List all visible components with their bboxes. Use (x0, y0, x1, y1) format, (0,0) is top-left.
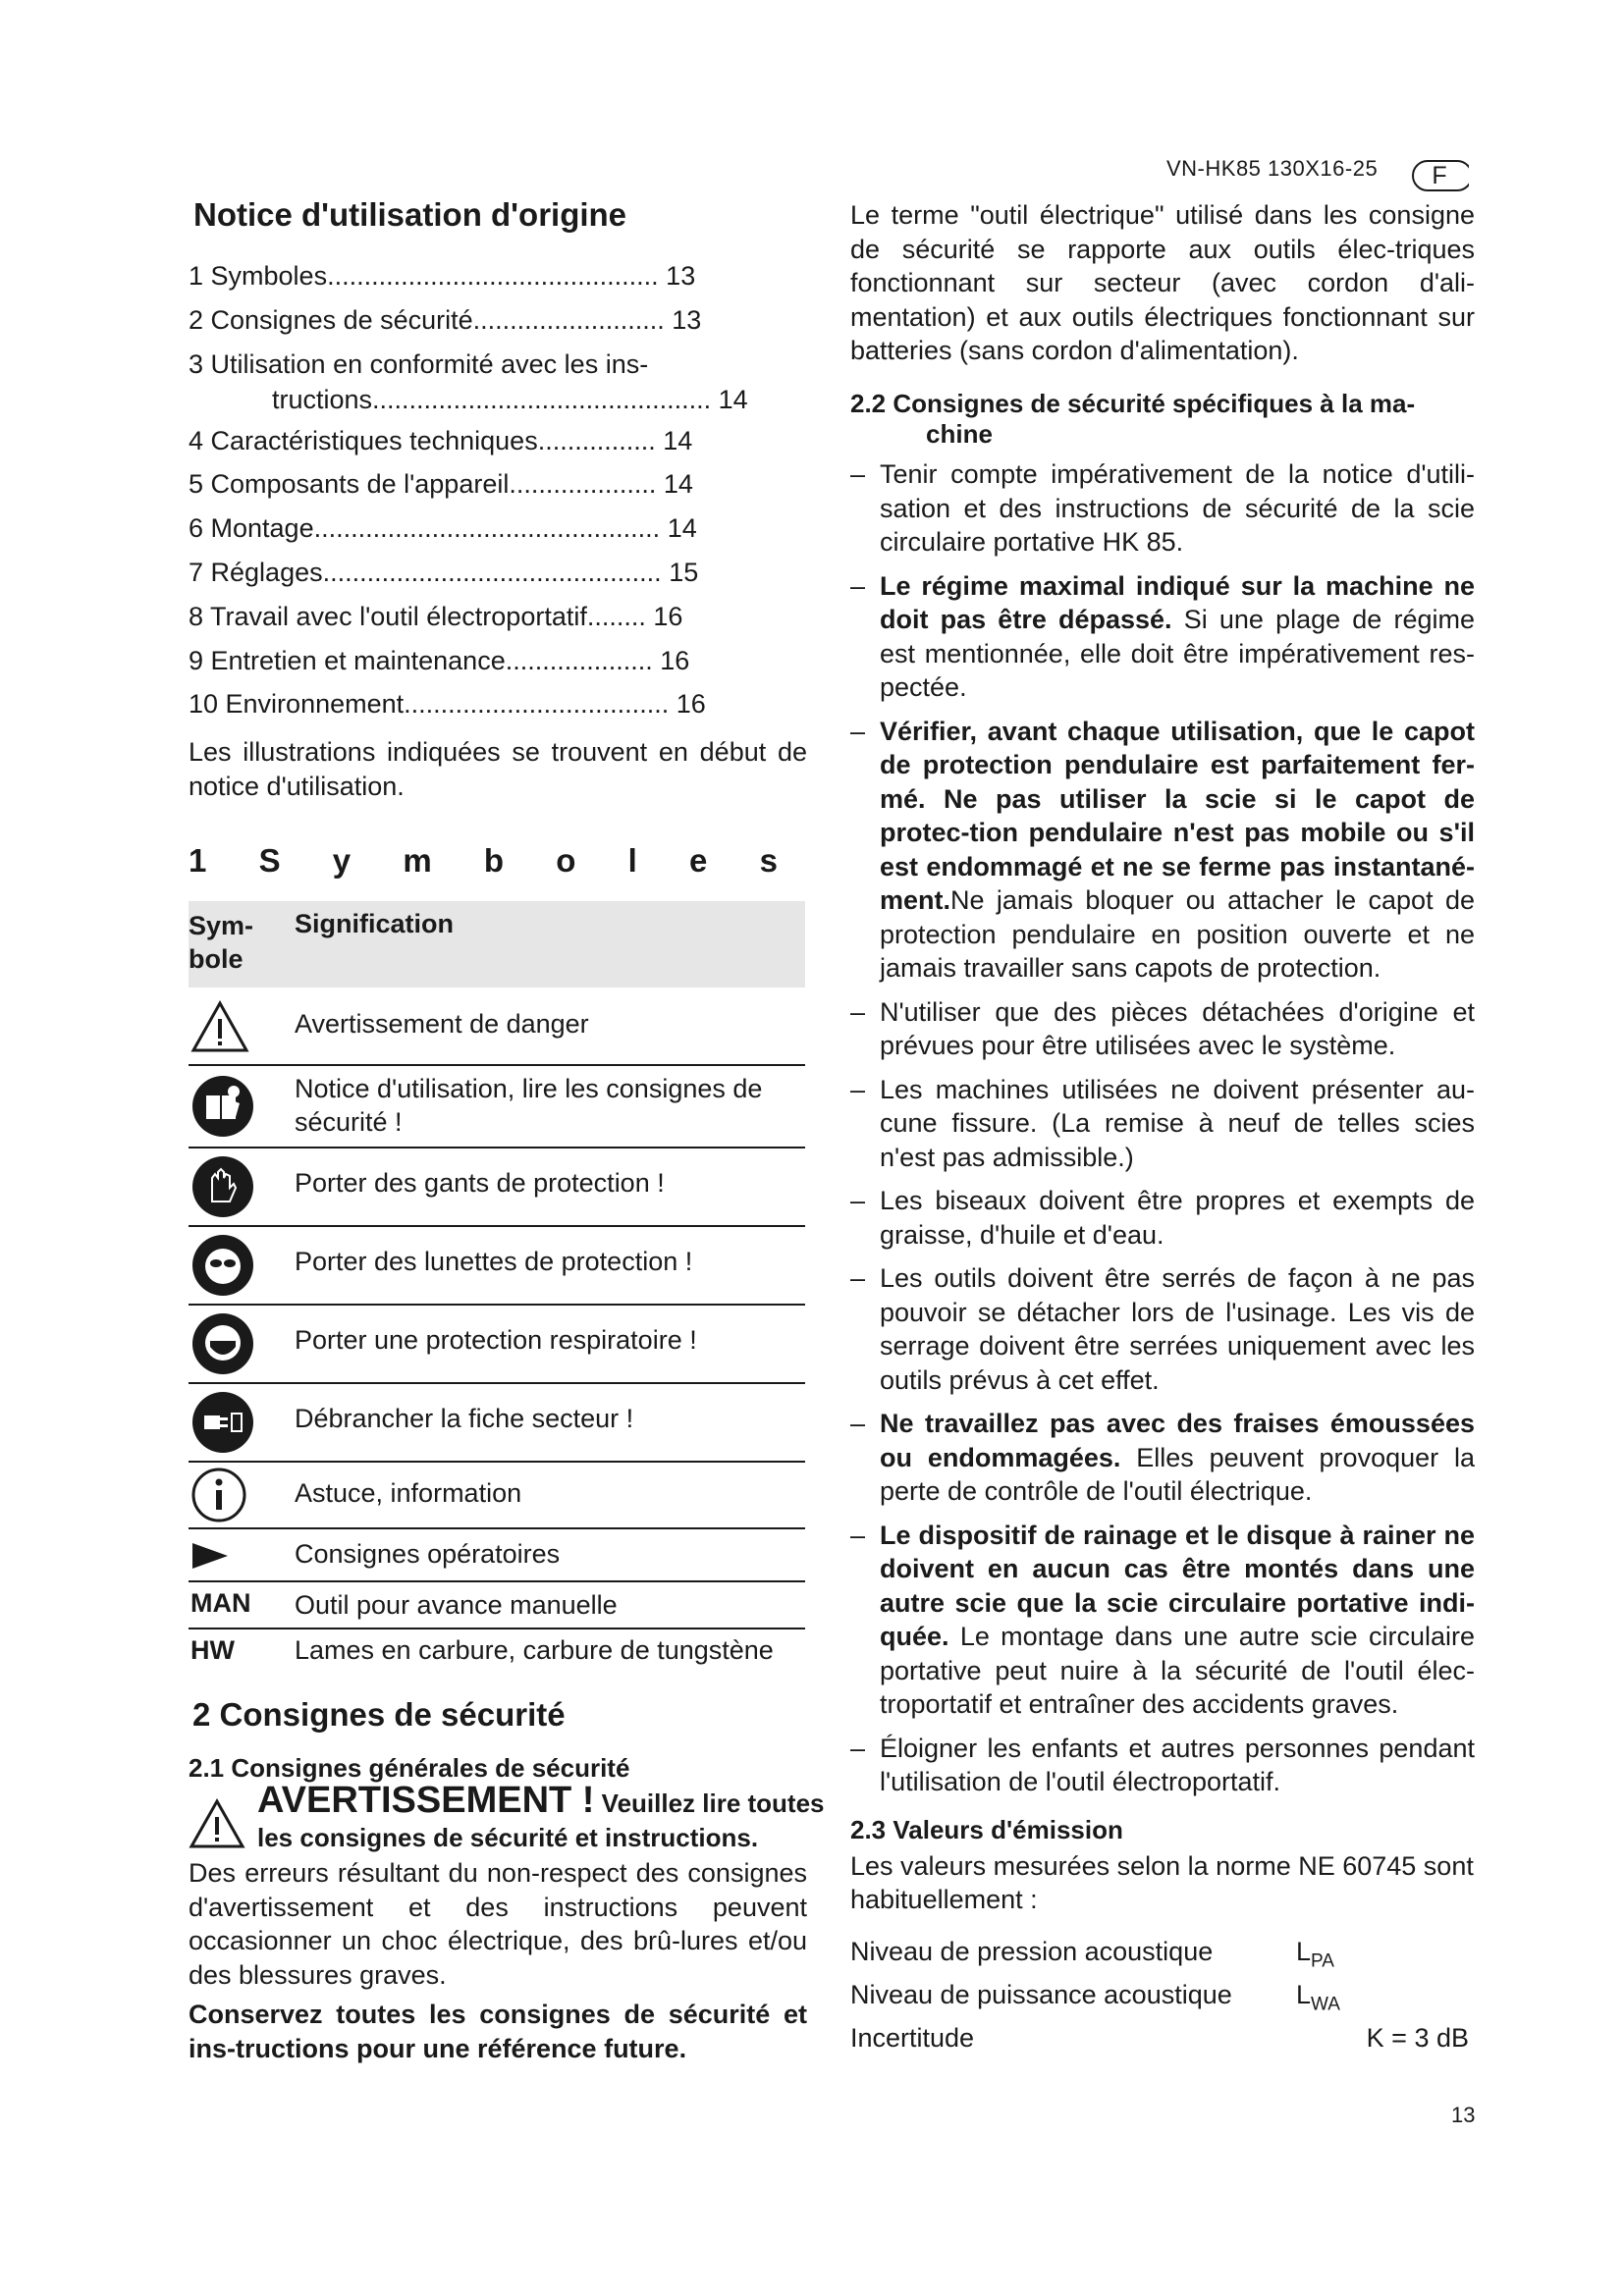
symbols-table-header (189, 901, 805, 988)
table-row: Niveau de pression acoustique $L_{PA}$ (850, 1936, 1334, 1971)
language-code: F (1432, 162, 1447, 189)
toc-entry[interactable]: 10 Environnement.................................... 16 (189, 689, 706, 720)
power-tool-definition: Le terme "outil électrique" utilisé dans les consigne de sécurité se rapporte aux outils élec-triques fonctionnant sur secteur (avec cordon d'ali-mentation) et aux outils électriques fonctionnant sur batteries (sans cordon d'alimentation). (850, 200, 1475, 365)
list-item: – N'utiliser que des pièces détachées d'origine et prévues pour être utilisées avec le système. (850, 996, 1475, 1060)
specific-safety-section (850, 389, 1475, 2066)
list-item: – Les biseaux doivent être propres et exempts de graisse, d'huile et d'eau. (850, 1186, 1475, 1250)
symbols-heading: 1 S y m b o l e s (189, 842, 778, 879)
toc-entry[interactable]: 1 Symboles............................................. 13 (189, 261, 696, 291)
symbols-table (189, 901, 805, 1675)
emission-table (850, 1937, 1475, 2066)
table-row: Niveau de puissance acoustique $L_{WA}$ (850, 1979, 1340, 2014)
illustrations-note: Les illustrations indiquées se trouvent en début de notice d'utilisation. (189, 737, 807, 801)
toc-entry[interactable]: 5 Composants de l'appareil.................... 14 (189, 469, 693, 500)
specific-safety-heading: 2.2 Consignes de sécurité spécifiques à la ma- (850, 389, 1416, 418)
table-row: Consignes opératoires (189, 1529, 805, 1582)
page-number: 13 (1451, 2103, 1476, 2127)
read-manual-icon (190, 1074, 255, 1146)
safety-list (850, 457, 1475, 1799)
respirator-icon (190, 1311, 255, 1383)
list-item: – Ne travaillez pas avec des fraises émoussées ou endommagées. Elles peuvent provoquer la perte de contrôle de l'outil électrique. (850, 1409, 1475, 1506)
unplug-icon (190, 1390, 255, 1462)
header-symbol: Sym- bole (189, 911, 254, 974)
warning-banner (189, 1780, 825, 1856)
warning-line1: Veuillez lire toutes (594, 1789, 825, 1818)
table-row: Incertitude K = 3 dB (850, 2022, 1469, 2053)
info-icon (190, 1467, 247, 1530)
table-row: Notice d'utilisation, lire les consignes de sécurité ! (189, 1066, 805, 1148)
list-item: – Vérifier, avant chaque utilisation, que le capot de protection pendulaire est parfaitement fer-mé. Ne pas utiliser la scie si le capot de protec-tion pendulaire n'est pas mobile ou s'il est endommagé et ne se ferme pas instantané-ment.Ne jamais bloquer ou attacher le capot de protection pendulaire en position ouverte et ne jamais travailler sans capots de protection. (850, 716, 1475, 983)
model-code: VN-HK85 130X16-25 (1166, 156, 1379, 181)
table-row: Débrancher la fiche secteur ! (189, 1384, 805, 1463)
table-row: Porter des gants de protection ! (189, 1148, 805, 1227)
warning-triangle-icon (190, 999, 249, 1061)
list-item: – Éloigner les enfants et autres personnes pendant l'utilisation de l'outil électroportatif. (850, 1733, 1475, 1796)
toc-entry[interactable]: 8 Travail avec l'outil électroportatif........ 16 (189, 601, 683, 631)
toc-entry[interactable]: 3 Utilisation en conformité avec les ins- tructions.............................................. 14 (189, 348, 748, 414)
warning-triangle-icon (189, 1797, 245, 1855)
safety-heading: 2 Consignes de sécurité (192, 1696, 566, 1733)
general-safety-heading: 2.1 Consignes générales de sécurité (189, 1753, 630, 1783)
specific-safety-heading-cont: chine (926, 419, 993, 449)
table-row: HW Lames en carbure, carbure de tungstène (190, 1635, 774, 1665)
goggles-icon (190, 1233, 255, 1305)
table-row: Avertissement de danger (189, 988, 805, 1066)
warning-text: Des erreurs résultant du non-respect des consignes d'avertissement et des instructions peuvent occasionner un choc électrique, des brû-lures et/ou des blessures graves. (189, 1858, 807, 1990)
table-of-contents (189, 257, 797, 729)
toc-entry[interactable]: 6 Montage............................................... 14 (189, 513, 697, 544)
symbol-code: MAN (190, 1588, 251, 1618)
table-row: Porter une protection respiratoire ! (189, 1306, 805, 1384)
gloves-icon (190, 1154, 255, 1226)
toc-entry[interactable]: 2 Consignes de sécurité.......................... 13 (189, 304, 702, 335)
emission-intro: Les valeurs mesurées selon la norme NE 60745 sont habituellement : (850, 1850, 1474, 1914)
keep-instructions-text: Conservez toutes les consignes de sécurité et ins-tructions pour une référence future. (189, 2000, 807, 2063)
table-row: Porter des lunettes de protection ! (189, 1227, 805, 1306)
list-item: – Tenir compte impérativement de la notice d'utili-sation et des instructions de sécurité de la scie circulaire portative HK 85. (850, 459, 1475, 557)
warning-title: AVERTISSEMENT ! (257, 1780, 595, 1821)
emission-heading: 2.3 Valeurs d'émission (850, 1814, 1123, 1844)
language-badge (1410, 159, 1469, 192)
header-meaning: Signification (295, 909, 454, 938)
toc-entry[interactable]: 7 Réglages.............................................. 15 (189, 557, 699, 587)
page-title: Notice d'utilisation d'origine (193, 196, 627, 233)
general-safety-section (189, 1753, 825, 2065)
play-arrow-icon (190, 1541, 230, 1577)
list-item: – Le régime maximal indiqué sur la machine ne doit pas être dépassé. Si une plage de régime est mentionnée, elle doit être impérativement res-pectée. (850, 570, 1476, 702)
table-row: MAN Outil pour avance manuelle (189, 1582, 805, 1629)
toc-entry[interactable]: 4 Caractéristiques techniques................ 14 (189, 425, 693, 455)
symbol-code: HW (190, 1635, 235, 1665)
table-row: Astuce, information (189, 1463, 805, 1529)
list-item: – Les outils doivent être serrés de façon à ne pas pouvoir se détacher lors de l'usinage. Les vis de serrage doivent être serrées uniquement avec les outils prévus à cet effet. (850, 1263, 1475, 1395)
list-item: – Le dispositif de rainage et le disque à rainer ne doivent en aucun cas être montés dans une autre scie que la scie circulaire portative indi-quée. Le montage dans une autre scie circulaire portative peut nuire à la sécurité de l'outil élec-troportatif et entraîner des accidents graves. (850, 1520, 1475, 1719)
toc-entry[interactable]: 9 Entretien et maintenance.................... 16 (189, 645, 690, 675)
list-item: – Les machines utilisées ne doivent présenter au-cune fissure. (La remise à neuf de telles scies n'est pas admissible.) (850, 1074, 1475, 1172)
warning-line2: les consignes de sécurité et instructions. (257, 1823, 759, 1852)
